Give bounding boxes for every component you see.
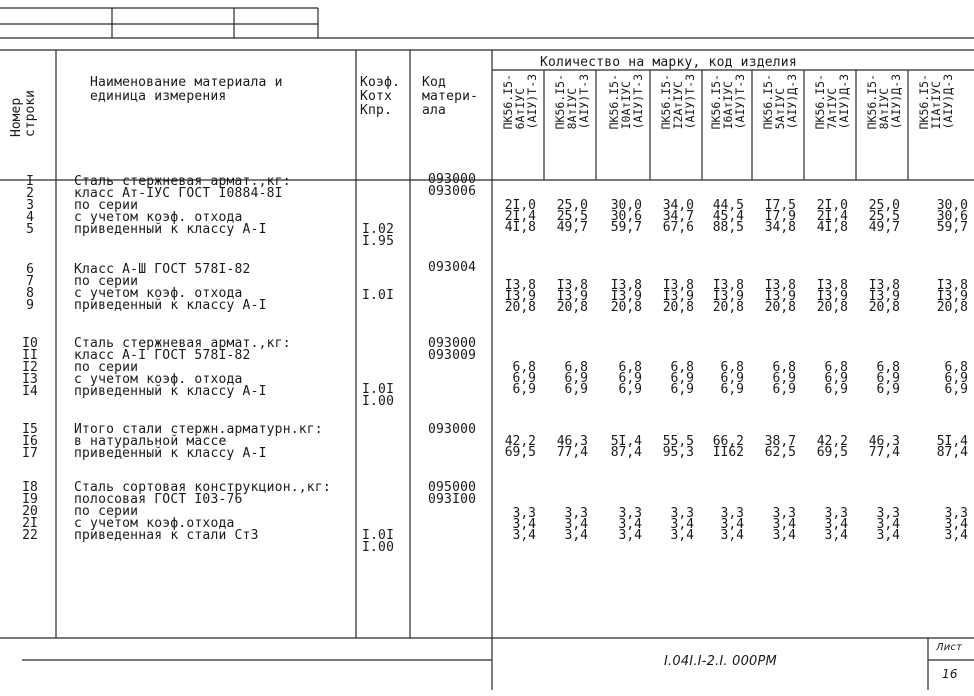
value-cell: 44,5 45,4 88,5 (712, 198, 744, 235)
value-cell: 3,3 3,4 3,4 (944, 506, 968, 543)
product-header: ПК56.I5- 7АтIУС (AIУ)Д-3 (813, 74, 851, 130)
value-cell: 46,3 77,4 (556, 434, 588, 460)
value-cell: 30,0 30,6 59,7 (610, 198, 642, 235)
row-number-header: Номер строки (9, 90, 38, 137)
product-header: ПК56.I5- I6АтIУС (AIУ)Т-3 (709, 74, 747, 130)
material-name: Класс А-Ш ГОСТ 578I-82 по серии с учетом коэф. отхода приведенный к классу А-I (74, 262, 267, 313)
value-cell: 6,8 6,9 6,9 (944, 360, 968, 397)
value-cell: I3,8 I3,9 20,8 (662, 278, 694, 315)
value-cell: I3,8 I3,9 20,8 (712, 278, 744, 315)
row-numbers: 6 7 8 9 (26, 262, 34, 313)
value-cell: I3,8 I3,9 20,8 (868, 278, 900, 315)
product-header: ПК56.I5- I2АтIУС (AIУ)Т-3 (659, 74, 697, 130)
value-cell: I7,5 I7,9 34,8 (764, 198, 796, 235)
value-cell: 6,8 6,9 6,9 (720, 360, 744, 397)
material-code: 093004 (428, 260, 477, 275)
value-cell: 5I,4 87,4 (610, 434, 642, 460)
value-cell: 6,8 6,9 6,9 (824, 360, 848, 397)
material-code: 093000 093009 (428, 336, 477, 363)
value-cell: I3,8 I3,9 20,8 (610, 278, 642, 315)
material-code: 093000 (428, 422, 477, 437)
material-code: 095000 093I00 (428, 480, 477, 507)
value-cell: 6,8 6,9 6,9 (772, 360, 796, 397)
value-cell: 25,0 25,5 49,7 (556, 198, 588, 235)
sheet-number: 16 (942, 667, 958, 681)
value-cell: 3,3 3,4 3,4 (772, 506, 796, 543)
product-header: ПК56.I5- IIАтIУС (AIУ)Д-3 (917, 74, 955, 130)
value-cell: 2I,0 2I,4 4I,8 (504, 198, 536, 235)
material-name: Итого стали стержн.арматурн.кг: в натуральной массе приведенный к классу А-I (74, 422, 323, 461)
value-cell: 6,8 6,9 6,9 (876, 360, 900, 397)
value-cell: 3,3 3,4 3,4 (670, 506, 694, 543)
value-cell: 6,8 6,9 6,9 (618, 360, 642, 397)
quantity-header: Количество на марку, код изделия (540, 55, 797, 70)
coefficient: I.0I I.00 (362, 382, 395, 409)
value-cell: 42,2 69,5 (504, 434, 536, 460)
value-cell: 2I,0 2I,4 4I,8 (816, 198, 848, 235)
value-cell: 3,3 3,4 3,4 (618, 506, 642, 543)
value-cell: 3,3 3,4 3,4 (876, 506, 900, 543)
document-code: I.04I.I-2.I. 000РМ (664, 654, 777, 669)
product-header: ПК56.I5- 5АтIУС (AIУ)Д-3 (761, 74, 799, 130)
row-numbers: I8 I9 20 2I 22 (22, 480, 38, 543)
value-cell: 5I,4 87,4 (936, 434, 968, 460)
coefficient: I.0I (362, 288, 395, 303)
value-cell: I3,8 I3,9 20,8 (764, 278, 796, 315)
value-cell: 46,3 77,4 (868, 434, 900, 460)
product-header: ПК56.I5- 8АтIУС (AIУ)Т-3 (553, 74, 591, 130)
value-cell: 38,7 62,5 (764, 434, 796, 460)
value-cell: 34,0 34,7 67,6 (662, 198, 694, 235)
value-cell: 30,0 30,6 59,7 (936, 198, 968, 235)
value-cell: 6,8 6,9 6,9 (512, 360, 536, 397)
material-name: Сталь стержневая армат.,кг: класс А-I ГОСТ 578I-82 по серии с учетом коэф. отхода приведенный к классу А-I (74, 336, 291, 399)
value-cell: 6,8 6,9 6,9 (670, 360, 694, 397)
row-numbers: I0 II I2 I3 I4 (22, 336, 38, 399)
coefficient: I.02 I.95 (362, 222, 395, 249)
product-header: ПК56.I5- 6АтIУС (AIУ)Т-3 (501, 74, 539, 130)
material-name-header: Наименование материала и единица измерения (90, 75, 283, 104)
product-header: ПК56.I5- I0АтIУС (AIУ)Т-3 (607, 74, 645, 130)
value-cell: 25,0 25,5 49,7 (868, 198, 900, 235)
value-cell: 3,3 3,4 3,4 (824, 506, 848, 543)
material-name: Сталь стержневая армат.,кг: класс Ат-IУС ГОСТ I0884-8I по серии с учетом коэф. отхода приведенный к классу А-I (74, 174, 291, 237)
value-cell: 55,5 95,3 (662, 434, 694, 460)
material-code-header: Код матери- ала (422, 75, 479, 118)
coefficient: I.0I I.00 (362, 528, 395, 555)
value-cell: I3,8 I3,9 20,8 (936, 278, 968, 315)
value-cell: 3,3 3,4 3,4 (564, 506, 588, 543)
material-name: Сталь сортовая конструкцион.,кг: полосовая ГОСТ I03-76 по серии с учетом коэф.отхода приведенная к стали Ст3 (74, 480, 331, 543)
value-cell: I3,8 I3,9 20,8 (816, 278, 848, 315)
product-header: ПК56.I5- 8АтIУС (AIУ)Д-3 (865, 74, 903, 130)
value-cell: 6,8 6,9 6,9 (564, 360, 588, 397)
sheet-label: Лист (936, 642, 963, 653)
material-code: 093000 093006 (428, 172, 477, 199)
row-numbers: I5 I6 I7 (22, 422, 38, 461)
value-cell: 3,3 3,4 3,4 (512, 506, 536, 543)
value-cell: I3,8 I3,9 20,8 (504, 278, 536, 315)
value-cell: 42,2 69,5 (816, 434, 848, 460)
row-numbers: I 2 3 4 5 (26, 174, 34, 237)
value-cell: 66,2 II62 (712, 434, 744, 460)
coefficient-header: Коэф. Котх Кпр. (360, 75, 401, 118)
value-cell: I3,8 I3,9 20,8 (556, 278, 588, 315)
value-cell: 3,3 3,4 3,4 (720, 506, 744, 543)
